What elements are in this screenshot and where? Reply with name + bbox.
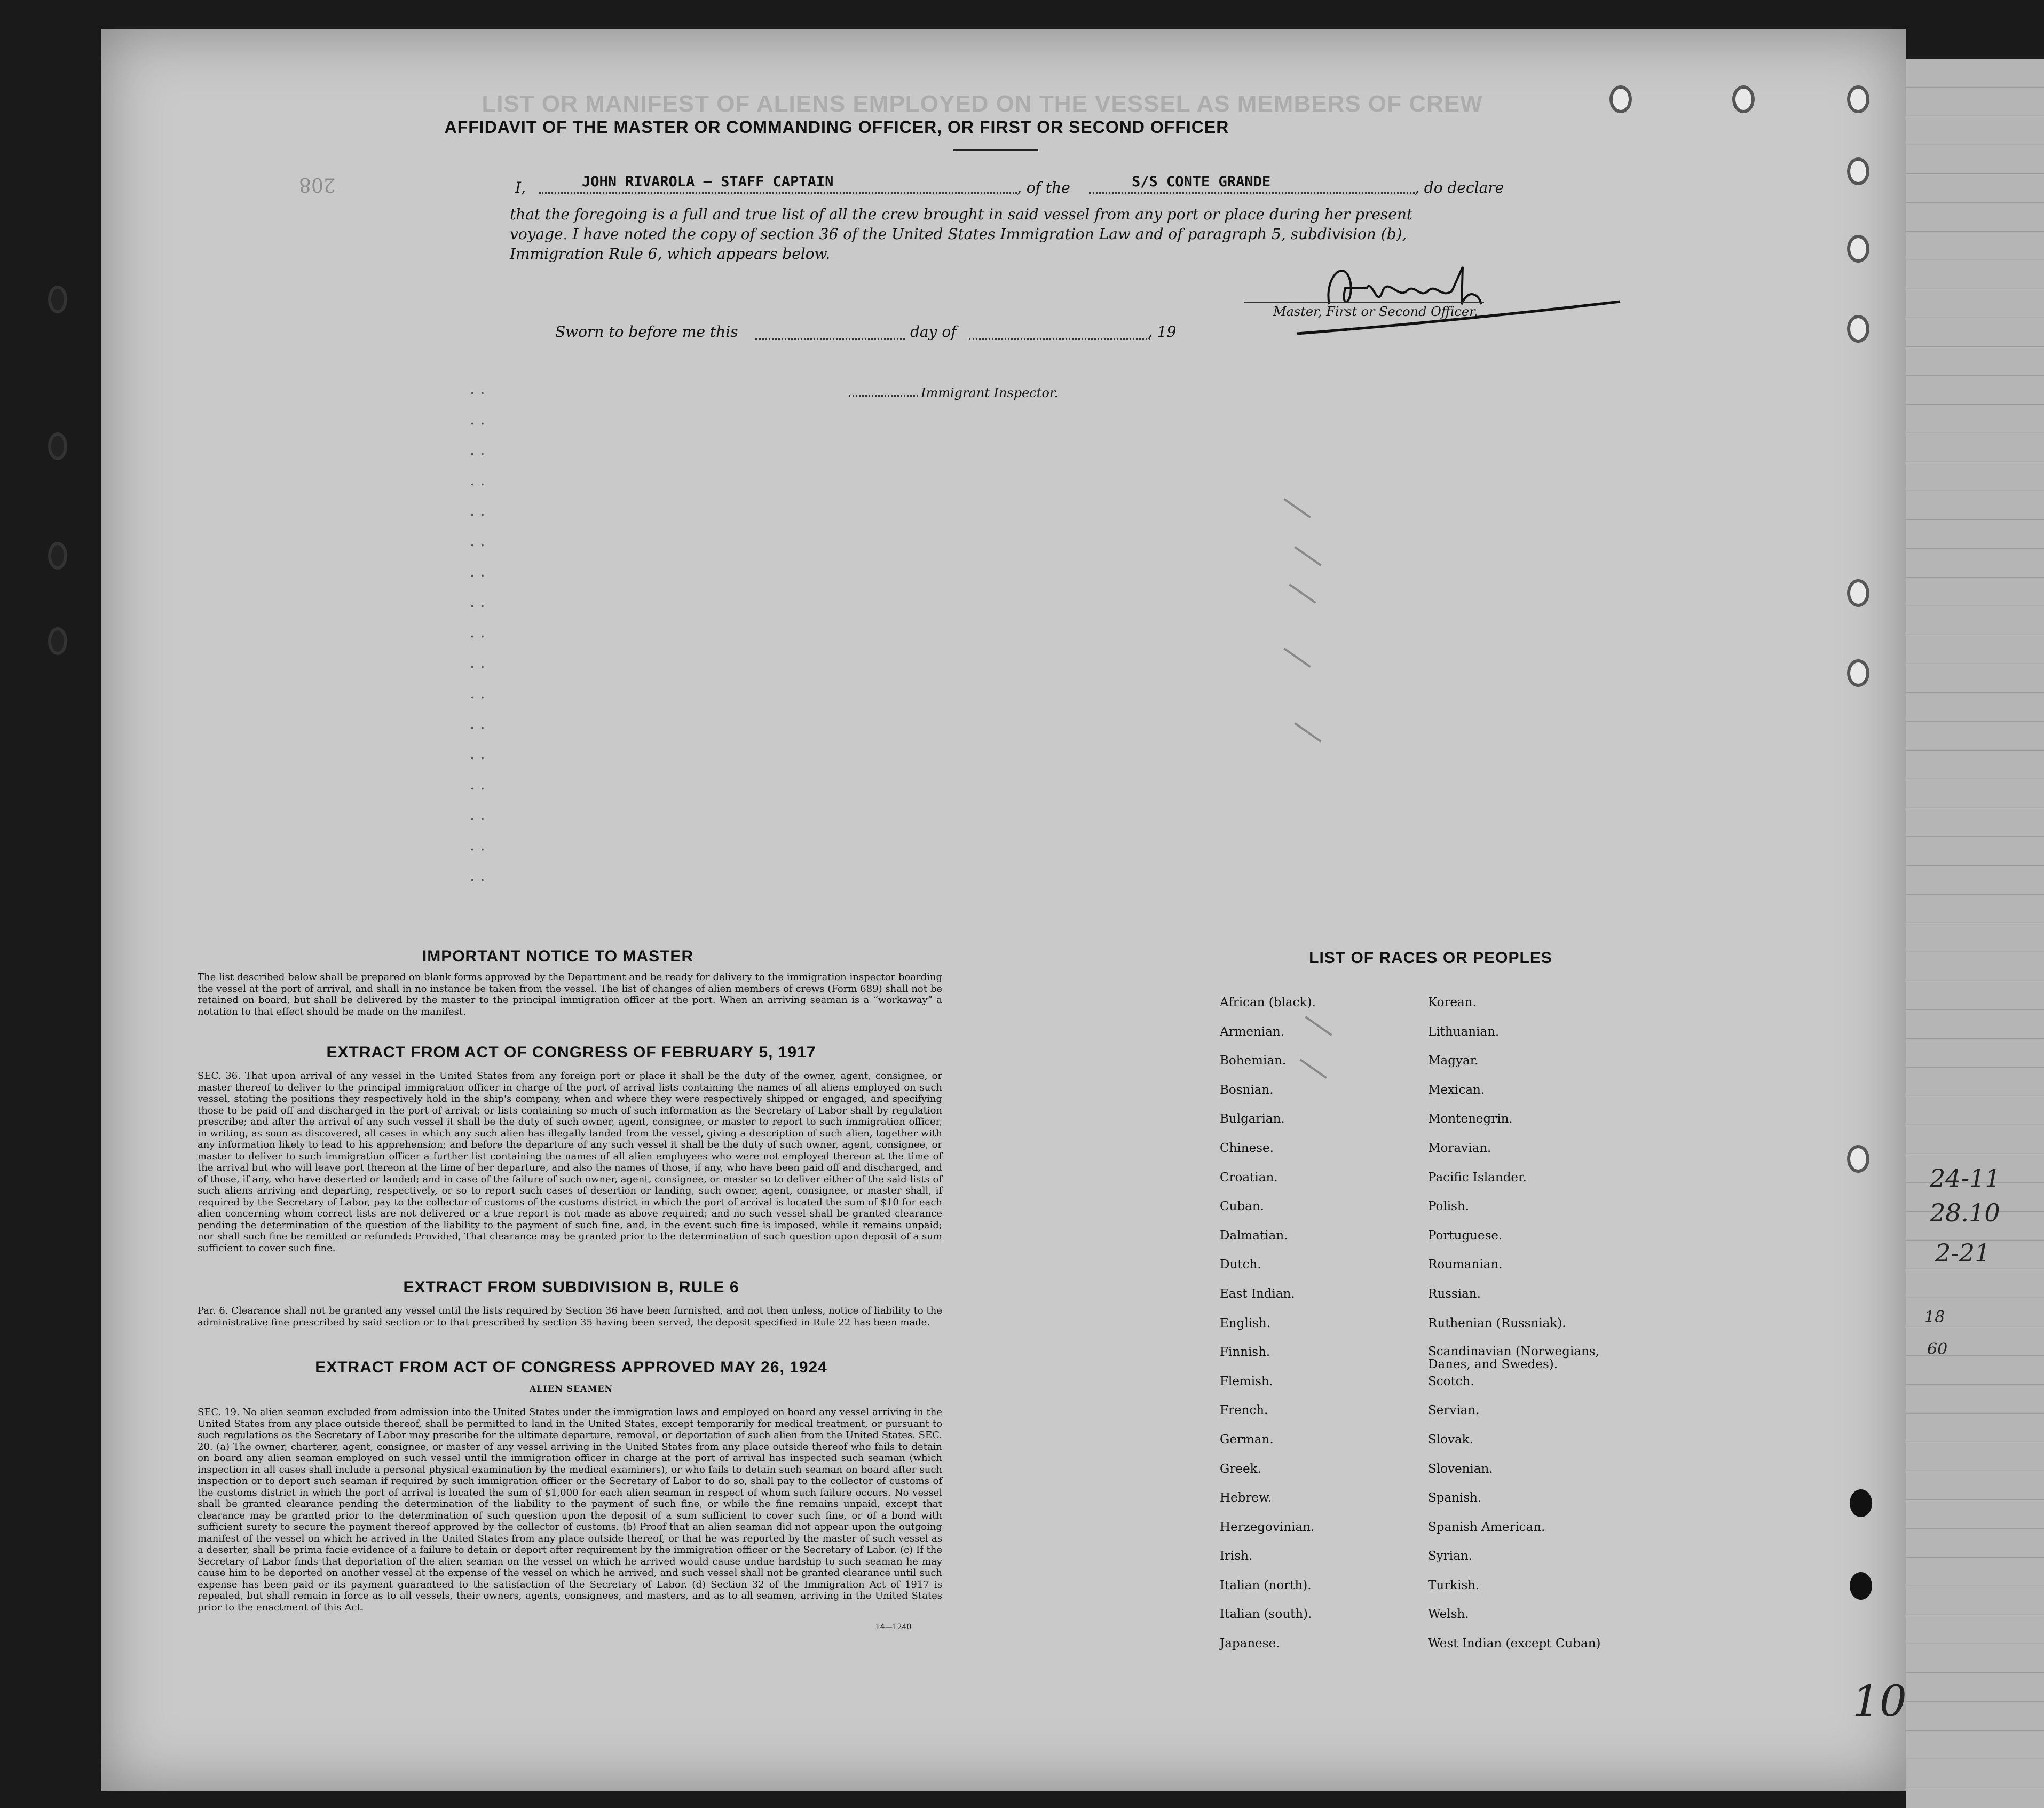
- binder-hole: [1847, 579, 1869, 607]
- notice-title: IMPORTANT NOTICE TO MASTER: [422, 948, 694, 965]
- race-item: Servian.: [1428, 1403, 1480, 1418]
- day-of-label: day of: [910, 323, 957, 341]
- extract-1917-text: SEC. 36. That upon arrival of any vessel in the United States from any foreign port or place it shall be the duty of the owner, agent, consignee, or master thereof to deliver to the principal immigration officer in charge of the port of arrival lists containing the names of all aliens employed on such vessel, stating the positions they respectively hold in the ship's company, when and where they were respectively shipped or engaged, and specifying those to be paid off and discharged in the port of arrival; or lists containing so much of such information as the Secretary of Labor shall by regulation prescribe; and after the arrival of any such vessel it shall be the duty of such owner, agent, consignee, or master to report to such immigration officer, in writing, as soon as discovered, all cases in which any such alien has illegally landed from the vessel, giving a description of such alien, together with any information likely to lead to his apprehension; and before the departure of any such vessel it shall be the duty of such owner, agent, consignee, or master to deliver to such immigration officer a further list containing the names of all alien employees who were not employed thereon at the time of the arrival but who will leave port thereon at the time of her departure, and also the names of those, if any, who have been paid off and discharged, and of those, if any, who have deserted or landed; and in case of the failure of such owner, agent, consignee, or master so to deliver either of the said lists of such aliens arriving and departing, respectively, or so to report such cases of desertion or landing, such owner, agent, consignee, or master shall, if required by the Secretary of Labor, pay to the collector of customs of the customs district in which the port of arrival is located the sum of $10 for each alien concerning whom correct lists are not delivered or a true report is not made as above required; and no such vessel shall be granted clearance pending the determination of the question of the liability to the payment of such fine, and, in the event such fine is imposed, while it remains unpaid; nor shall such fine be remitted or refunded: Provided, That clearance may be granted prior to the determination of such question upon deposit of a sum sufficient to cover such fine.: [198, 1070, 942, 1254]
- margin-note: 28.10: [1930, 1198, 2000, 1227]
- page-mark: 208: [299, 173, 336, 195]
- race-item: Slovenian.: [1428, 1462, 1493, 1476]
- margin-note: 60: [1927, 1340, 1948, 1359]
- race-item: Roumanian.: [1428, 1258, 1503, 1272]
- race-item: Ruthenian (Russniak).: [1428, 1316, 1566, 1330]
- race-item: Korean.: [1428, 996, 1477, 1009]
- race-item: Scotch.: [1428, 1374, 1474, 1388]
- race-item: Montenegrin.: [1428, 1112, 1513, 1126]
- race-item: Flemish.: [1220, 1374, 1274, 1388]
- inspector-line: [849, 395, 918, 397]
- races-left-column: [1220, 996, 1316, 1666]
- race-item: Magyar.: [1428, 1054, 1479, 1068]
- race-item: Dutch.: [1220, 1258, 1261, 1272]
- race-item: Mexican.: [1428, 1083, 1485, 1097]
- name-field-line: [539, 192, 1017, 194]
- underlying-page-edge: [1906, 59, 2044, 1808]
- affidavit-body-line-2: voyage. I have noted the copy of section 36 of the United States Immigration Law and of paragraph 5, subdivision (b),: [510, 225, 1407, 243]
- extract-1924-title: EXTRACT FROM ACT OF CONGRESS APPROVED MAY 26, 1924: [315, 1359, 827, 1376]
- title-rule: [953, 149, 1038, 151]
- race-item: Pacific Islander.: [1428, 1170, 1527, 1185]
- race-item: Bosnian.: [1220, 1083, 1274, 1097]
- master-name: JOHN RIVAROLA – STAFF CAPTAIN: [582, 173, 834, 190]
- race-item: Spanish.: [1428, 1491, 1482, 1505]
- race-item: Hebrew.: [1220, 1491, 1272, 1505]
- inspector-label: Immigrant Inspector.: [921, 385, 1059, 400]
- margin-note: 18: [1924, 1308, 1945, 1327]
- races-right-column: [1428, 996, 1604, 1666]
- race-item: Moravian.: [1428, 1141, 1491, 1155]
- race-item: Turkish.: [1428, 1578, 1480, 1592]
- race-item: Slovak.: [1428, 1432, 1473, 1447]
- extract-1917-title: EXTRACT FROM ACT OF CONGRESS OF FEBRUARY 5, 1917: [326, 1044, 816, 1061]
- race-item: Italian (south).: [1220, 1607, 1312, 1622]
- vessel-field-line: [1089, 192, 1415, 194]
- race-item: Greek.: [1220, 1462, 1261, 1476]
- sworn-month-line: [969, 338, 1150, 340]
- i-label: I,: [515, 179, 526, 196]
- race-item: German.: [1220, 1432, 1274, 1447]
- race-item: Russian.: [1428, 1286, 1481, 1301]
- form-number: 14—1240: [875, 1623, 912, 1631]
- race-item: Chinese.: [1220, 1141, 1274, 1155]
- binder-hole: [48, 542, 67, 570]
- affidavit-body-line-1: that the foregoing is a full and true list of all the crew brought in said vessel from any port or place during her present: [510, 206, 1413, 223]
- race-item: Polish.: [1428, 1199, 1470, 1214]
- bleed-through-heading: LIST OR MANIFEST OF ALIENS EMPLOYED ON THE VESSEL AS MEMBERS OF CREW: [482, 91, 1483, 117]
- binder-hole: [1732, 85, 1755, 113]
- race-item: Finnish.: [1220, 1345, 1270, 1360]
- binder-hole: [1847, 85, 1869, 113]
- race-item: African (black).: [1220, 996, 1316, 1009]
- binder-hole: [1850, 1572, 1872, 1600]
- rule6-title: EXTRACT FROM SUBDIVISION B, RULE 6: [403, 1278, 739, 1296]
- affidavit-body-line-3: Immigration Rule 6, which appears below.: [510, 245, 831, 263]
- race-item: Croatian.: [1220, 1170, 1278, 1185]
- rule6-text: Par. 6. Clearance shall not be granted any vessel until the lists required by Section 36 have been furnished, and not then unless, notice of liability to the administrative fine prescribed by said section or to that prescribed by section 35 having been served, the deposit specified in Rule 22 has been made.: [198, 1305, 942, 1328]
- race-item: West Indian (except Cuban): [1428, 1637, 1601, 1651]
- bleed-dots: . . . . . . . . . . . . . . . . . . . . . . . . . . . . . . . . . .: [470, 380, 485, 885]
- binder-hole: [1847, 315, 1869, 343]
- race-item: Bulgarian.: [1220, 1112, 1285, 1126]
- margin-note: 24-11: [1930, 1164, 2001, 1193]
- race-item: Japanese.: [1220, 1637, 1280, 1651]
- race-item: Bohemian.: [1220, 1054, 1287, 1068]
- signature-line: [1244, 302, 1484, 303]
- signature-caption: Master, First or Second Officer.: [1273, 304, 1478, 319]
- race-item: Syrian.: [1428, 1549, 1472, 1564]
- margin-note: 2-21: [1935, 1238, 1991, 1267]
- race-item: Dalmatian.: [1220, 1228, 1288, 1243]
- binder-hole: [1847, 157, 1869, 185]
- of-the-label: , of the: [1017, 179, 1070, 196]
- extract-1924-subtitle: ALIEN SEAMEN: [529, 1384, 613, 1394]
- race-item: East Indian.: [1220, 1286, 1295, 1301]
- binder-hole: [1847, 1145, 1869, 1173]
- race-item: French.: [1220, 1403, 1268, 1418]
- race-item: Cuban.: [1220, 1199, 1264, 1214]
- race-item: Italian (north).: [1220, 1578, 1312, 1592]
- race-item: Welsh.: [1428, 1607, 1469, 1622]
- race-item: Spanish American.: [1428, 1520, 1545, 1534]
- year-prefix: , 19: [1148, 323, 1177, 341]
- binder-hole: [48, 432, 67, 460]
- race-item: Lithuanian.: [1428, 1024, 1500, 1039]
- binder-hole: [1847, 235, 1869, 263]
- binder-hole: [1847, 659, 1869, 687]
- races-title: LIST OF RACES OR PEOPLES: [1309, 949, 1552, 967]
- page-number: 10: [1852, 1676, 1907, 1726]
- vessel-name: S/S CONTE GRANDE: [1132, 173, 1271, 190]
- officer-signature: [1292, 246, 1623, 336]
- race-item: English.: [1220, 1316, 1270, 1330]
- binder-hole: [48, 286, 67, 313]
- affidavit-title: AFFIDAVIT OF THE MASTER OR COMMANDING OFFICER, OR FIRST OR SECOND OFFICER: [444, 117, 1229, 137]
- race-item: Portuguese.: [1428, 1228, 1503, 1243]
- binder-hole: [48, 627, 67, 655]
- sworn-label: Sworn to before me this: [555, 323, 738, 341]
- race-item: Herzegovinian.: [1220, 1520, 1315, 1534]
- extract-1924-text: SEC. 19. No alien seaman excluded from admission into the United States under the immigration laws and employed on board any vessel arriving in the United States from any place outside thereof, shall be permitted to land in the United States, except temporarily for medical treatment, or pursuant to such regulations as the Secretary of Labor may prescribe for the ultimate departure, removal, or deportation of such alien from the United States. SEC. 20. (a) The owner, charterer, agent, consignee, or master of any vessel arriving in the United States from any place outside thereof who fails to detain on board any alien seaman employed on such vessel until the immigration officer in charge at the port of arrival has inspected such seaman (which inspection in all cases shall include a personal physical examination by the medical examiners), or who fails to detain such seaman on board after such inspection or to deport such seaman if required by such immigration officer or the Secretary of Labor to do so, shall pay to the collector of customs of the customs district in which the port of arrival is located the sum of $1,000 for each alien seaman in respect of whom such failure occurs. No vessel shall be granted clearance pending the determination of the liability to the payment of such fine, or while the fine remains unpaid, except that clearance may be granted prior to the determination of such question upon the deposit of a sum sufficient to cover such fine, or of a bond with sufficient surety to secure the payment thereof approved by the collector of customs. (b) Proof that an alien seaman did not appear upon the outgoing manifest of the vessel on which he arrived in the United States from any place outside thereof, or that he was reported by the master of such vessel as a deserter, shall be prima facie evidence of a failure to detain or deport after requirement by the immigration officer or the Secretary of Labor. (c) If the Secretary of Labor finds that deportation of the alien seaman on the vessel on which he arrived would cause undue hardship to such seaman he may cause him to be deported on another vessel at the expense of the vessel on which he arrived, and such vessel shall not be granted clearance until such expense has been paid or its payment guaranteed to the satisfaction of the Secretary of Labor. (d) Section 32 of the Immigration Act of 1917 is repealed, but shall remain in force as to all vessels, their owners, agents, consignees, and masters, and as to all seamen, arriving in the United States prior to the enactment of this Act.: [198, 1407, 942, 1613]
- do-declare-label: , do declare: [1415, 179, 1504, 196]
- race-item: Scandinavian (Norwegians, Danes, and Swedes).: [1428, 1345, 1599, 1372]
- race-item: Irish.: [1220, 1549, 1253, 1564]
- binder-hole: [1850, 1489, 1872, 1517]
- sworn-day-line: [755, 338, 905, 340]
- race-item: Armenian.: [1220, 1024, 1285, 1039]
- notice-text: The list described below shall be prepared on blank forms approved by the Department and be ready for delivery to the immigration inspector boarding the vessel at the port of arrival, and shall in no instance be taken from the vessel. The list of changes of alien members of crews (Form 689) shall not be retained on board, but shall be delivered by the master to the principal immigration officer at the port. When an arriving seaman is a “workaway” a notation to that effect should be made on the manifest.: [198, 972, 942, 1017]
